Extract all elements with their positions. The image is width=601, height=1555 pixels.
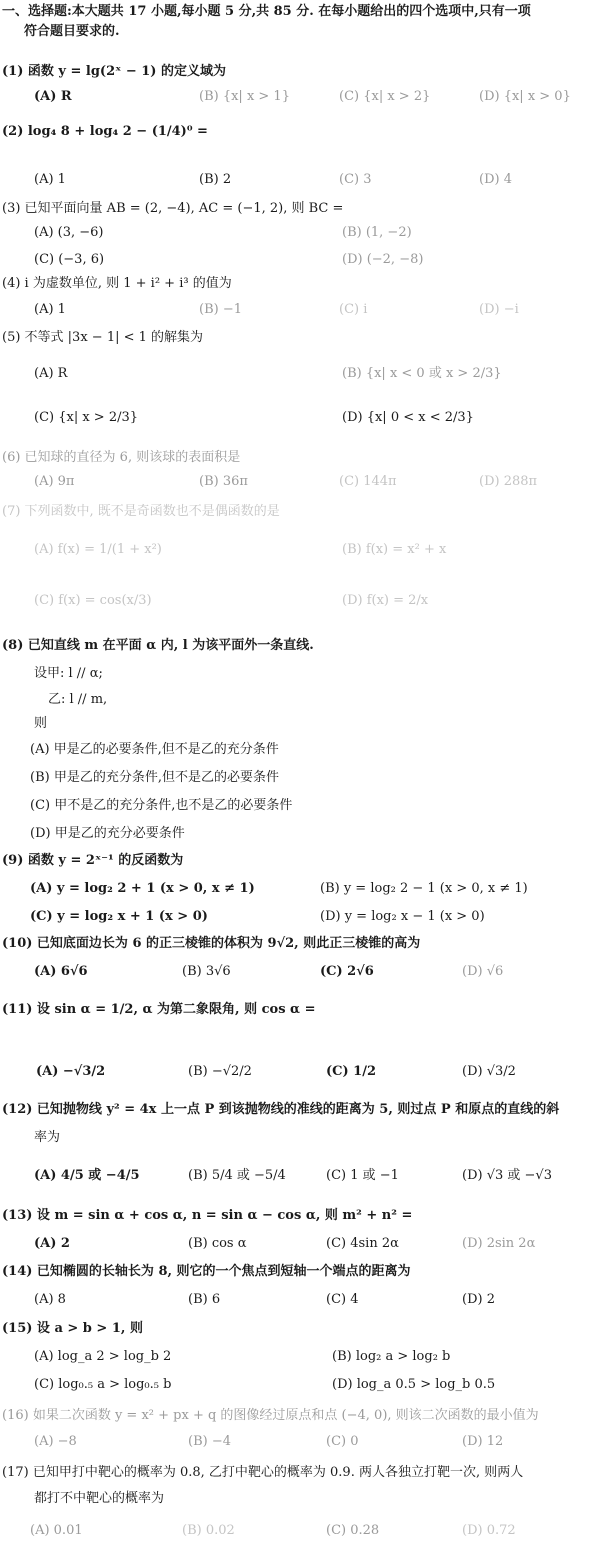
option-c: (C) {x| x > 2/3} bbox=[34, 410, 139, 425]
option-d: (D) −i bbox=[479, 302, 519, 317]
option-a: (A) R bbox=[34, 366, 68, 381]
option-a: (A) 1 bbox=[34, 302, 66, 317]
question-stem: (13) 设 m = sin α + cos α, n = sin α − cos α, 则 m² + n² = bbox=[2, 1208, 413, 1223]
option-c: (C) 2√6 bbox=[320, 964, 374, 979]
option-c: (C) 4sin 2α bbox=[326, 1236, 399, 1251]
question-13 bbox=[2, 1208, 598, 1251]
question-4 bbox=[2, 276, 598, 317]
option-a: (A) 1 bbox=[34, 172, 66, 187]
section-header bbox=[2, 4, 598, 41]
option-d: (D) 12 bbox=[462, 1434, 504, 1449]
option-d: (D) √3 或 −√3 bbox=[462, 1168, 552, 1183]
question-17 bbox=[2, 1465, 598, 1538]
option-d: (D) 0.72 bbox=[462, 1523, 516, 1538]
option-d: (D) 288π bbox=[479, 474, 538, 489]
option-d: (D) {x| 0 < x < 2/3} bbox=[342, 410, 474, 425]
question-12 bbox=[2, 1102, 598, 1183]
option-c: (C) 0 bbox=[326, 1434, 359, 1449]
section-header-line2: 符合题目要求的. bbox=[24, 24, 120, 40]
question-stem: (3) 已知平面向量 AB = (2, −4), AC = (−1, 2), 则 BC = bbox=[2, 201, 344, 216]
question-stem: (1) 函数 y = lg(2ˣ − 1) 的定义域为 bbox=[2, 64, 226, 79]
question-stem: (12) 已知抛物线 y² = 4x 上一点 P 到该抛物线的准线的距离为 5, 则过点 P 和原点的直线的斜 bbox=[2, 1102, 560, 1117]
option-c: (C) y = log₂ x + 1 (x > 0) bbox=[30, 909, 208, 924]
question-stem: (4) i 为虚数单位, 则 1 + i² + i³ 的值为 bbox=[2, 276, 232, 291]
option-b: (B) log₂ a > log₂ b bbox=[332, 1349, 451, 1364]
option-c: (C) i bbox=[339, 302, 368, 317]
question-3 bbox=[2, 201, 598, 267]
question-stem: (2) log₄ 8 + log₄ 2 − (1/4)⁰ = bbox=[2, 124, 208, 139]
option-a: (A) −√3/2 bbox=[36, 1064, 106, 1079]
condition-yi: 乙: l // m, bbox=[48, 692, 108, 707]
option-b: (B) (1, −2) bbox=[342, 225, 412, 240]
question-8 bbox=[2, 638, 598, 841]
question-stem-cont: 率为 bbox=[34, 1130, 61, 1145]
option-d: (D) log_a 0.5 > log_b 0.5 bbox=[332, 1377, 496, 1392]
question-stem-cont: 都打不中靶心的概率为 bbox=[34, 1491, 165, 1506]
option-b: (B) {x| x < 0 或 x > 2/3} bbox=[342, 366, 502, 381]
option-d: (D) √3/2 bbox=[462, 1064, 516, 1079]
option-b: (B) 6 bbox=[188, 1292, 221, 1307]
question-10 bbox=[2, 936, 598, 979]
option-d: (D) 甲是乙的充分必要条件 bbox=[30, 826, 185, 841]
option-a: (A) f(x) = 1/(1 + x²) bbox=[34, 542, 162, 557]
option-a: (A) R bbox=[34, 89, 72, 104]
option-b: (B) 甲是乙的充分条件,但不是乙的必要条件 bbox=[30, 770, 279, 785]
option-b: (B) 3√6 bbox=[182, 964, 231, 979]
option-a: (A) 9π bbox=[34, 474, 75, 489]
option-b: (B) y = log₂ 2 − 1 (x > 0, x ≠ 1) bbox=[320, 881, 528, 896]
question-stem: (14) 已知椭圆的长轴长为 8, 则它的一个焦点到短轴一个端点的距离为 bbox=[2, 1264, 411, 1279]
question-stem: (5) 不等式 |3x − 1| < 1 的解集为 bbox=[2, 330, 204, 345]
question-7 bbox=[2, 504, 598, 608]
option-a: (A) y = log₂ 2 + 1 (x > 0, x ≠ 1) bbox=[30, 881, 255, 896]
option-d: (D) 2sin 2α bbox=[462, 1236, 536, 1251]
option-b: (B) 36π bbox=[199, 474, 248, 489]
condition-then: 则 bbox=[34, 716, 48, 731]
option-a: (A) 8 bbox=[34, 1292, 66, 1307]
option-c: (C) 3 bbox=[339, 172, 372, 187]
question-9 bbox=[2, 853, 598, 924]
question-stem: (10) 已知底面边长为 6 的正三棱锥的体积为 9√2, 则此正三棱锥的高为 bbox=[2, 936, 421, 951]
question-stem: (17) 已知甲打中靶心的概率为 0.8, 乙打中靶心的概率为 0.9. 两人各独立打靶一次, 则两人 bbox=[2, 1465, 524, 1480]
question-stem: (8) 已知直线 m 在平面 α 内, l 为该平面外一条直线. bbox=[2, 638, 314, 653]
option-d: (D) 2 bbox=[462, 1292, 495, 1307]
option-c: (C) 4 bbox=[326, 1292, 359, 1307]
condition-jia: 设甲: l // α; bbox=[34, 666, 103, 681]
option-d: (D) (−2, −8) bbox=[342, 252, 424, 267]
option-d: (D) 4 bbox=[479, 172, 512, 187]
option-d: (D) f(x) = 2/x bbox=[342, 593, 429, 608]
option-a: (A) (3, −6) bbox=[34, 225, 104, 240]
option-a: (A) log_a 2 > log_b 2 bbox=[34, 1349, 172, 1364]
option-b: (B) 2 bbox=[199, 172, 232, 187]
question-2 bbox=[2, 124, 598, 187]
question-stem: (15) 设 a > b > 1, 则 bbox=[2, 1321, 143, 1336]
option-a: (A) 2 bbox=[34, 1236, 70, 1251]
section-header-line1: 一、选择题:本大题共 17 小题,每小题 5 分,共 85 分. 在每小题给出的四个选项中,只有一项 bbox=[2, 4, 531, 19]
question-14 bbox=[2, 1264, 598, 1307]
question-1 bbox=[2, 64, 598, 104]
option-b: (B) 5/4 或 −5/4 bbox=[188, 1168, 286, 1183]
question-16 bbox=[2, 1408, 598, 1449]
option-c: (C) 1/2 bbox=[326, 1064, 377, 1079]
option-a: (A) −8 bbox=[34, 1434, 77, 1449]
option-c: (C) 甲不是乙的充分条件,也不是乙的必要条件 bbox=[30, 798, 293, 813]
option-b: (B) 0.02 bbox=[182, 1523, 235, 1538]
question-stem: (11) 设 sin α = 1/2, α 为第二象限角, 则 cos α = bbox=[2, 1002, 316, 1017]
option-a: (A) 0.01 bbox=[30, 1523, 83, 1538]
option-b: (B) {x| x > 1} bbox=[199, 89, 290, 104]
option-c: (C) 1 或 −1 bbox=[326, 1168, 399, 1183]
option-c: (C) 0.28 bbox=[326, 1523, 380, 1538]
option-a: (A) 甲是乙的必要条件,但不是乙的充分条件 bbox=[30, 742, 279, 757]
option-b: (B) −√2/2 bbox=[188, 1064, 252, 1079]
question-5 bbox=[2, 330, 598, 425]
question-stem: (9) 函数 y = 2ˣ⁻¹ 的反函数为 bbox=[2, 853, 184, 868]
question-6 bbox=[2, 450, 598, 489]
question-11 bbox=[2, 1002, 598, 1079]
option-c: (C) log₀.₅ a > log₀.₅ b bbox=[34, 1377, 172, 1392]
option-b: (B) −4 bbox=[188, 1434, 231, 1449]
option-c: (C) 144π bbox=[339, 474, 397, 489]
question-stem: (7) 下列函数中, 既不是奇函数也不是偶函数的是 bbox=[2, 504, 280, 519]
option-d: (D) √6 bbox=[462, 964, 504, 979]
question-15 bbox=[2, 1321, 598, 1392]
option-a: (A) 4/5 或 −4/5 bbox=[34, 1168, 140, 1183]
option-c: (C) (−3, 6) bbox=[34, 252, 105, 267]
option-b: (B) cos α bbox=[188, 1236, 247, 1251]
option-c: (C) {x| x > 2} bbox=[339, 89, 431, 104]
option-b: (B) −1 bbox=[199, 302, 242, 317]
option-c: (C) f(x) = cos(x/3) bbox=[34, 593, 152, 608]
question-stem: (16) 如果二次函数 y = x² + px + q 的图像经过原点和点 (−4, 0), 则该二次函数的最小值为 bbox=[2, 1408, 539, 1423]
option-d: (D) y = log₂ x − 1 (x > 0) bbox=[320, 909, 485, 924]
option-d: (D) {x| x > 0} bbox=[479, 89, 571, 104]
option-a: (A) 6√6 bbox=[34, 964, 88, 979]
option-b: (B) f(x) = x² + x bbox=[342, 542, 447, 557]
question-stem: (6) 已知球的直径为 6, 则该球的表面积是 bbox=[2, 450, 241, 465]
